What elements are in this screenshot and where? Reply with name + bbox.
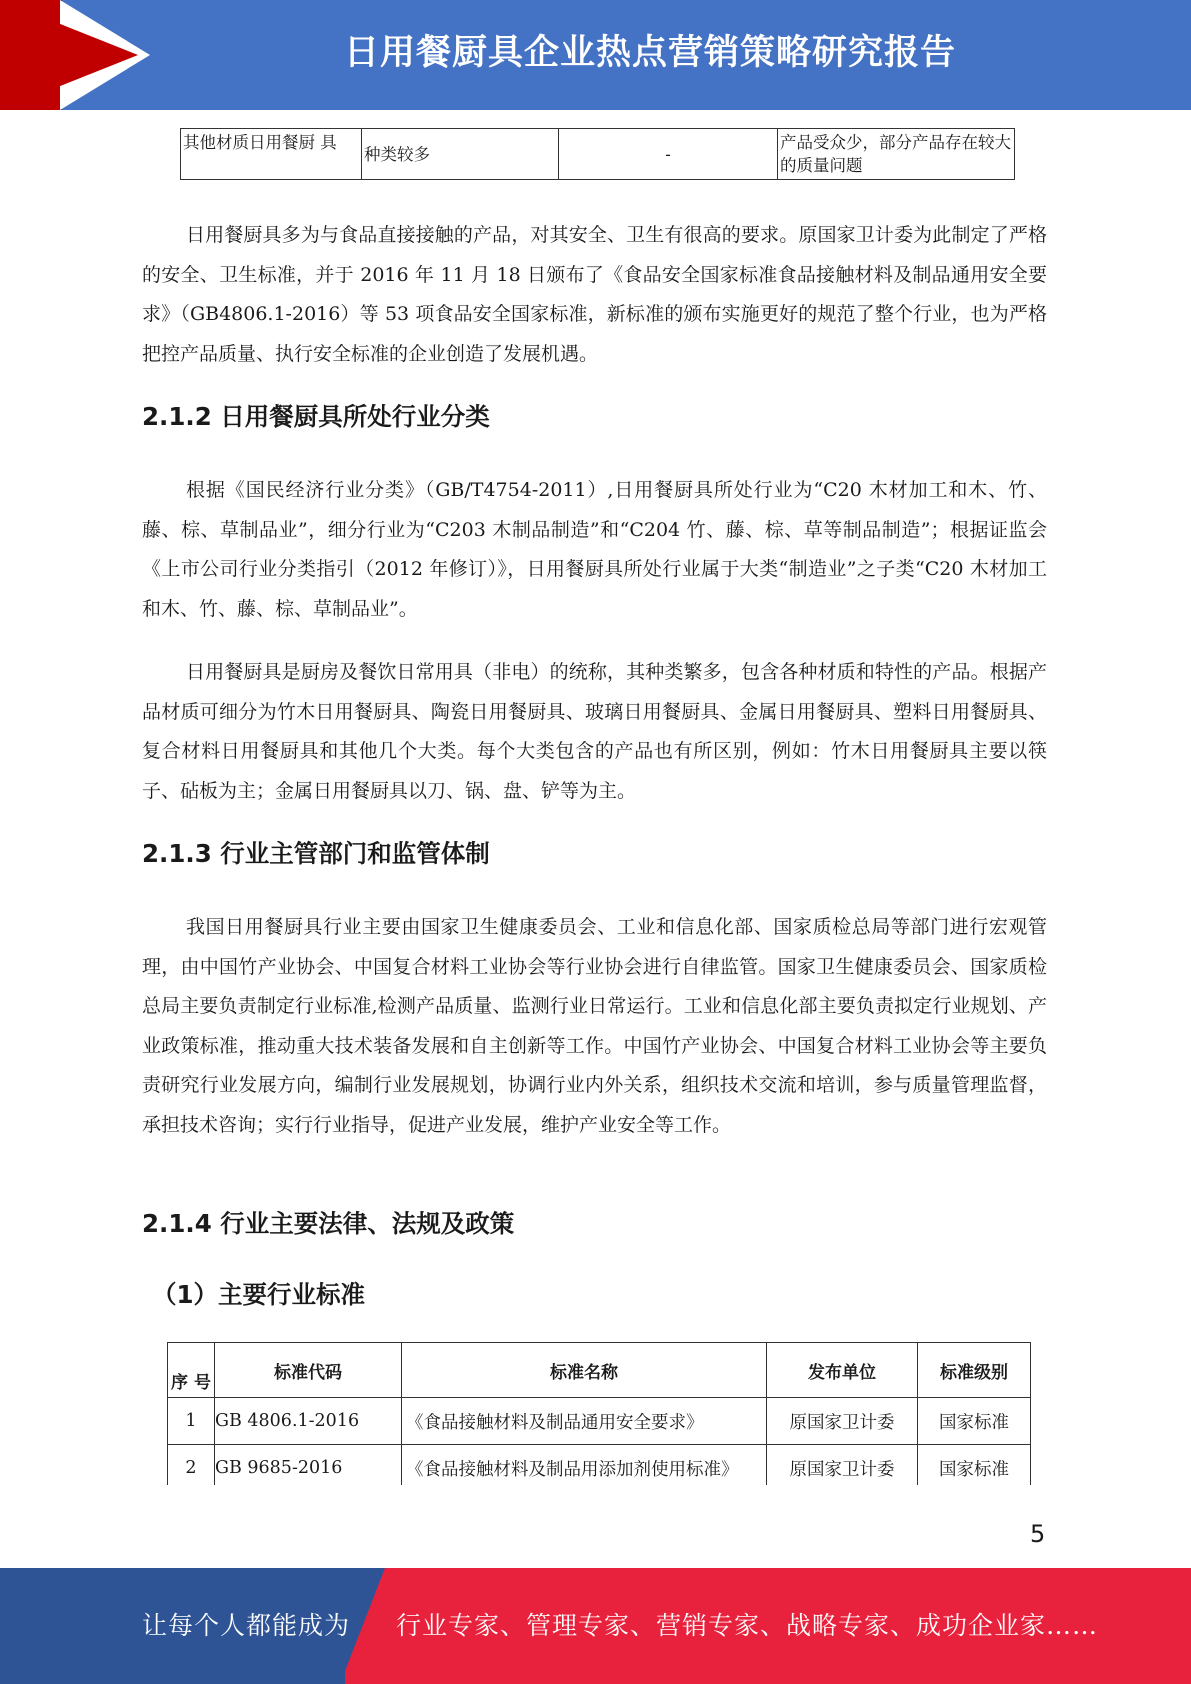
table-cell: 其他材质日用餐厨 具	[181, 129, 362, 180]
column-header-level: 标准级别	[918, 1343, 1031, 1398]
column-header-publisher: 发布单位	[767, 1343, 918, 1398]
section-heading-2-1-4: 2.1.4 行业主要法律、法规及政策	[142, 1209, 515, 1238]
material-table-continuation	[180, 128, 1015, 180]
column-header-name: 标准名称	[402, 1343, 767, 1398]
table-cell: 国家标准	[918, 1445, 1031, 1492]
section-heading-2-1-3: 2.1.3 行业主管部门和监管体制	[142, 839, 490, 868]
table-bottom-mask	[150, 1485, 1050, 1525]
table-row	[181, 129, 1015, 180]
table-cell: 《食品接触材料及制品用添加剂使用标准》	[402, 1445, 767, 1492]
table-cell: 1	[168, 1398, 215, 1445]
table-cell: 国家标准	[918, 1398, 1031, 1445]
column-header-index: 序 号	[168, 1343, 215, 1398]
table-header-row	[168, 1343, 1031, 1398]
footer-slogan-left: 让每个人都能成为	[142, 1611, 351, 1640]
table-cell: -	[559, 129, 778, 180]
subheading-industry-standards: （1）主要行业标准	[152, 1280, 366, 1309]
paragraph-product-categories: 日用餐厨具是厨房及餐饮日常用具（非电）的统称，其种类繁多，包含各种材质和特性的产品。根据产品材质可细分为竹木日用餐厨具、陶瓷日用餐厨具、玻璃日用餐厨具、金属日用餐厨具、塑料日用餐厨具、复合材料日用餐厨具和其他几个大类。每个大类包含的产品也有所区别，例如：竹木日用餐厨具主要以筷子、砧板为主；金属日用餐厨具以刀、锅、盘、铲等为主。	[142, 661, 1047, 802]
table-cell: 原国家卫计委	[767, 1398, 918, 1445]
table-cell: GB 4806.1-2016	[215, 1398, 402, 1445]
header-red-chevron	[0, 0, 138, 110]
paragraph-industry-classification: 根据《国民经济行业分类》（GB/T4754-2011）,日用餐厨具所处行业为“C20 木材加工和木、竹、藤、棕、草制品业”，细分行业为“C203 木制品制造”和“C204 竹、藤、棕、草等制品制造”；根据证监会《上市公司行业分类指引（2012 年修订）》，日用餐厨具所处行业属于大类“制造业”之子类“C20 木材加工和木、竹、藤、棕、草制品业”。	[142, 479, 1047, 620]
footer-slogan-right: 行业专家、管理专家、营销专家、战略专家、成功企业家……	[396, 1611, 1099, 1640]
section-heading-2-1-2: 2.1.2 日用餐厨具所处行业分类	[142, 402, 490, 431]
table-cell: 《食品接触材料及制品通用安全要求》	[402, 1398, 767, 1445]
header-title: 日用餐厨具企业热点营销策略研究报告	[343, 33, 956, 73]
page-number: 5	[1030, 1520, 1046, 1548]
table-cell: 2	[168, 1445, 215, 1492]
paragraph-food-safety: 日用餐厨具多为与食品直接接触的产品，对其安全、卫生有很高的要求。原国家卫计委为此制定了严格的安全、卫生标准，并于 2016 年 11 月 18 日颁布了《食品安全国家标准食品接触材料及制品通用安全要求》（GB4806.1-2016）等 53 项食品安全国家标准，新标准的颁布实施更好的规范了整个行业，也为严格把控产品质量、执行安全标准的企业创造了发展机遇。	[142, 224, 1047, 365]
table-row	[168, 1398, 1031, 1445]
table-cell: 产品受众少，部分产品存在较大的质量问题	[778, 129, 1015, 180]
column-header-code: 标准代码	[215, 1343, 402, 1398]
table-cell: 种类较多	[362, 129, 559, 180]
table-cell: GB 9685-2016	[215, 1445, 402, 1492]
paragraph-regulatory-system: 我国日用餐厨具行业主要由国家卫生健康委员会、工业和信息化部、国家质检总局等部门进行宏观管理，由中国竹产业协会、中国复合材料工业协会等行业协会进行自律监管。国家卫生健康委员会、国家质检总局主要负责制定行业标准,检测产品质量、监测行业日常运行。工业和信息化部主要负责拟定行业规划、产业政策标准，推动重大技术装备发展和自主创新等工作。中国竹产业协会、中国复合材料工业协会等主要负责研究行业发展方向，编制行业发展规划，协调行业内外关系，组织技术交流和培训，参与质量管理监督，承担技术咨询；实行行业指导，促进产业发展，维护产业安全等工作。	[142, 916, 1047, 1136]
industry-standards-table	[167, 1342, 1031, 1492]
table-cell: 原国家卫计委	[767, 1445, 918, 1492]
